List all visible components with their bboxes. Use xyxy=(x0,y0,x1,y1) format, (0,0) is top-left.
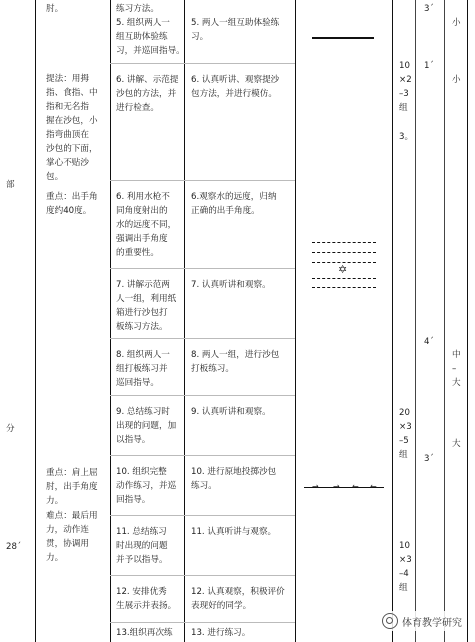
teacher-activity: 板练习方法。 xyxy=(116,322,168,332)
teacher-activity: 6. 利用水枪不 xyxy=(116,192,170,202)
teacher-activity: 11. 总结练习 xyxy=(116,527,167,537)
teacher-activity: 人一组，利用纸 xyxy=(116,294,177,304)
part-label: 部 xyxy=(6,180,15,190)
repetition-count: 组 xyxy=(399,103,408,113)
requirement-text: 指弯曲顶在 xyxy=(46,130,89,140)
student-activity: 9. 认真听讲和观察。 xyxy=(191,407,271,417)
teacher-activity: 5. 组织两人一 xyxy=(116,18,170,28)
intensity-label: 中 xyxy=(452,350,461,360)
time-label: 28´ xyxy=(6,542,22,552)
row-divider xyxy=(110,515,295,516)
repetition-count: 组 xyxy=(399,450,408,460)
student-activity: 习。 xyxy=(191,32,209,42)
student-activity: 8. 两人一组，进行沙包 xyxy=(191,350,280,360)
teacher-activity: 动作练习，并巡 xyxy=(116,481,177,491)
column-divider xyxy=(110,0,111,642)
student-activity: 5. 两人一组互助体验练 xyxy=(191,18,280,28)
formation-line xyxy=(312,37,374,39)
teacher-activity: 以指导。 xyxy=(116,435,151,445)
row-divider xyxy=(110,63,295,64)
student-activity: 6.观察水的远度，归纳 xyxy=(191,192,277,202)
requirement-text: 提法：用拇 xyxy=(46,74,89,84)
row-divider xyxy=(110,622,295,623)
student-activity: 正确的出手角度。 xyxy=(191,206,260,216)
requirement-text: 肘。 xyxy=(46,4,64,14)
teacher-activity: 组互助体验练 xyxy=(116,32,168,42)
repetition-count: 组 xyxy=(399,583,408,593)
teacher-activity: 沙包的方法，并 xyxy=(116,89,177,99)
repetition-count: –5 xyxy=(399,436,409,446)
column-divider xyxy=(444,0,445,642)
arrow-icon: ← xyxy=(352,482,359,491)
requirement-text: 沙包的下面， xyxy=(46,144,98,154)
intensity-label: 大 xyxy=(452,439,461,449)
formation-line xyxy=(312,252,376,253)
watermark-text: 体育教学研究 xyxy=(402,617,462,629)
difficulty-text: 贯，协调用 xyxy=(46,539,89,549)
column-divider xyxy=(35,0,36,642)
teacher-activity: 8. 组织两人一 xyxy=(116,350,170,360)
difficulty-text: 力。 xyxy=(46,553,64,563)
student-activity: 表现好的同学。 xyxy=(191,601,252,611)
row-divider xyxy=(110,180,295,181)
repetition-count: 10 xyxy=(399,61,410,71)
arrow-icon: → xyxy=(333,482,340,491)
arrow-icon: → xyxy=(312,482,319,491)
student-activity: 包方法，并进行模仿。 xyxy=(191,89,277,99)
teacher-activity: 10. 组织完整 xyxy=(116,467,167,477)
row-divider xyxy=(110,268,295,269)
intensity-label: 小 xyxy=(452,75,461,85)
teacher-activity: 13.组织再次练 xyxy=(116,628,173,638)
formation-line xyxy=(312,242,376,243)
row-divider xyxy=(110,338,295,339)
difficulty-text: 难点：最后用 xyxy=(46,511,98,521)
student-activity: 12. 认真观察，积极评价 xyxy=(191,587,285,597)
student-activity: 7. 认真听讲和观察。 xyxy=(191,280,271,290)
student-activity: 练习。 xyxy=(191,481,217,491)
column-divider xyxy=(295,0,296,642)
difficulty-text: 力，动作连 xyxy=(46,525,89,535)
repetition-count: 10 xyxy=(399,541,410,551)
teacher-activity: 生展示并表扬。 xyxy=(116,601,177,611)
teacher-activity: 练习方法。 xyxy=(116,4,159,14)
repetition-count: –4 xyxy=(399,569,409,579)
teacher-activity: 12. 安排优秀 xyxy=(116,587,167,597)
row-divider xyxy=(110,455,295,456)
intensity-label: – xyxy=(452,364,457,374)
student-activity: 6. 认真听讲、观察提沙 xyxy=(191,75,280,85)
formation-line xyxy=(312,287,376,288)
teacher-activity: 同角度射出的 xyxy=(116,206,168,216)
key-point-text: 重点：出手角 xyxy=(46,192,98,202)
duration-label: 1´ xyxy=(424,61,434,71)
intensity-label: 小 xyxy=(452,18,461,28)
repetition-count: 3。 xyxy=(399,132,414,142)
requirement-text: 掌心不贴沙 xyxy=(46,158,89,168)
student-activity: 11. 认真听讲与观察。 xyxy=(191,527,277,537)
duration-label: 4´ xyxy=(424,337,434,347)
column-divider xyxy=(415,0,416,642)
student-activity: 打板练习。 xyxy=(191,364,234,374)
key-point-text: 重点：肩上屈 xyxy=(46,468,98,478)
row-divider xyxy=(110,575,295,576)
teacher-activity: 习，并巡回指导。 xyxy=(116,46,185,56)
teacher-activity: 7. 讲解示范两 xyxy=(116,280,170,290)
formation-line xyxy=(312,278,376,279)
arrow-icon: ← xyxy=(370,482,377,491)
repetition-count: ×3 xyxy=(399,555,412,565)
key-point-text: 力。 xyxy=(46,496,64,506)
watermark xyxy=(378,611,466,631)
column-divider xyxy=(392,0,393,642)
teacher-activity: 组打板练习并 xyxy=(116,364,168,374)
repetition-count: –3 xyxy=(399,89,409,99)
teacher-activity: 巡回指导。 xyxy=(116,378,159,388)
column-divider xyxy=(467,0,468,642)
key-point-text: 度约40度。 xyxy=(46,206,92,216)
teacher-activity: 时出现的问题 xyxy=(116,541,168,551)
part-label: 分 xyxy=(6,424,15,434)
requirement-text: 指、食指、中 xyxy=(46,88,98,98)
teacher-activity: 回指导。 xyxy=(116,495,151,505)
column-divider xyxy=(184,0,185,642)
student-activity: 10. 进行原地投掷沙包 xyxy=(191,467,277,477)
repetition-count: 20 xyxy=(399,408,410,418)
key-point-text: 肘，出手角度 xyxy=(46,482,98,492)
teacher-activity: 并予以指导。 xyxy=(116,555,168,565)
intensity-label: 大 xyxy=(452,378,461,388)
teacher-activity: 强调出手角度 xyxy=(116,234,168,244)
teacher-activity: 出现的问题，加 xyxy=(116,421,177,431)
student-activity: 13. 进行练习。 xyxy=(191,628,251,638)
repetition-count: ×3 xyxy=(399,422,412,432)
requirement-text: 包。 xyxy=(46,172,64,182)
teacher-activity: 6. 讲解、示范提 xyxy=(116,75,179,85)
teacher-position-icon: ✡ xyxy=(338,263,348,276)
teacher-activity: 水的远度不同， xyxy=(116,220,177,230)
teacher-activity: 的重要性。 xyxy=(116,248,159,258)
row-divider xyxy=(110,395,295,396)
requirement-text: 握在沙包，小 xyxy=(46,116,98,126)
teacher-activity: 进行检查。 xyxy=(116,103,159,113)
requirement-text: 指和无名指 xyxy=(46,102,89,112)
teacher-activity: 9. 总结练习时 xyxy=(116,407,170,417)
duration-label: 3´ xyxy=(424,4,434,14)
teacher-activity: 箱进行沙包打 xyxy=(116,308,168,318)
wechat-logo-icon xyxy=(382,613,398,629)
duration-label: 3´ xyxy=(424,454,434,464)
repetition-count: ×2 xyxy=(399,75,412,85)
